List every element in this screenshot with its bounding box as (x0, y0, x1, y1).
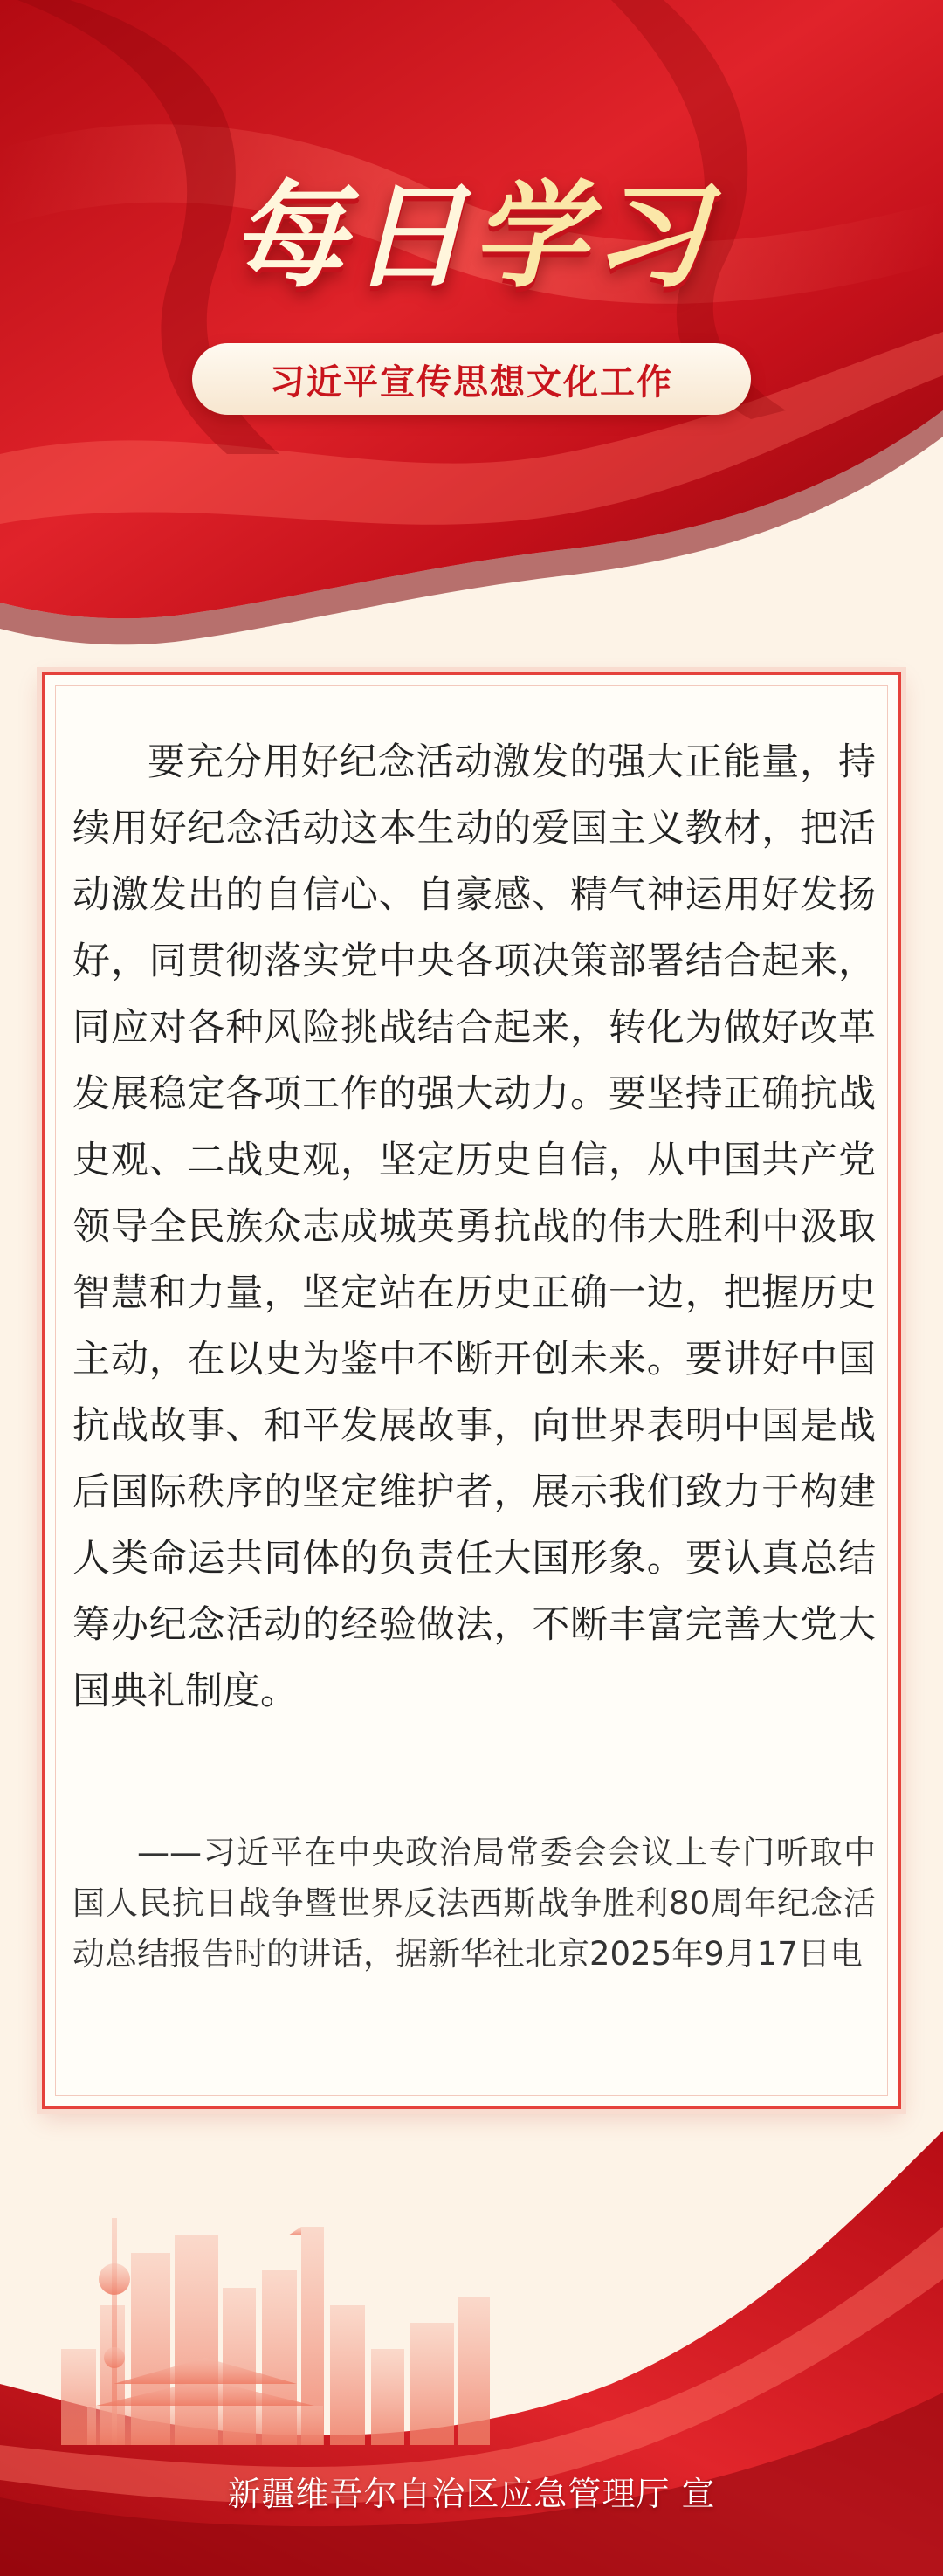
title-part-1: 每日 (231, 169, 472, 304)
top-silk-shape (0, 0, 943, 618)
content-card (42, 672, 901, 2109)
subtitle-badge (192, 343, 751, 415)
subtitle-text: 习近平宣传思想文化工作 (270, 362, 673, 403)
city-skyline-illustration (61, 2218, 490, 2445)
article-body: 要充分用好纪念活动激发的强大正能量，持续用好纪念活动这本生动的爱国主义教材，把活动激发出的自信心、自豪感、精气神运用好发扬好，同贯彻落实党中央各项决策部署结合起来，同应对各种风险挑战结合起来，转化为做好改革发展稳定各项工作的强大动力。要坚持正确抗战史观、二战史观，坚定历史自信，从中国共产党领导全民族众志成城英勇抗战的伟大胜利中汲取智慧和力量，坚定站在历史正确一边，把握历史主动，在以史为鉴中不断开创未来。要讲好中国抗战故事、和平发展故事，向世界表明中国是战后国际秩序的坚定维护者，展示我们致力于构建人类命运共同体的负责任大国形象。要认真总结筹办纪念活动的经验做法，不断丰富完善大党大国典礼制度。 (72, 740, 876, 1713)
publisher-credit: 新疆维吾尔自治区应急管理厅 宣 (227, 2475, 716, 2513)
page-title (0, 169, 943, 304)
article-source: ——习近平在中央政治局常委会会议上专门听取中国人民抗日战争暨世界反法西斯战争胜利80周年纪念活动总结报告时的讲话，据新华社北京2025年9月17日电 (72, 1834, 876, 1973)
title-part-2: 学习 (472, 169, 712, 304)
